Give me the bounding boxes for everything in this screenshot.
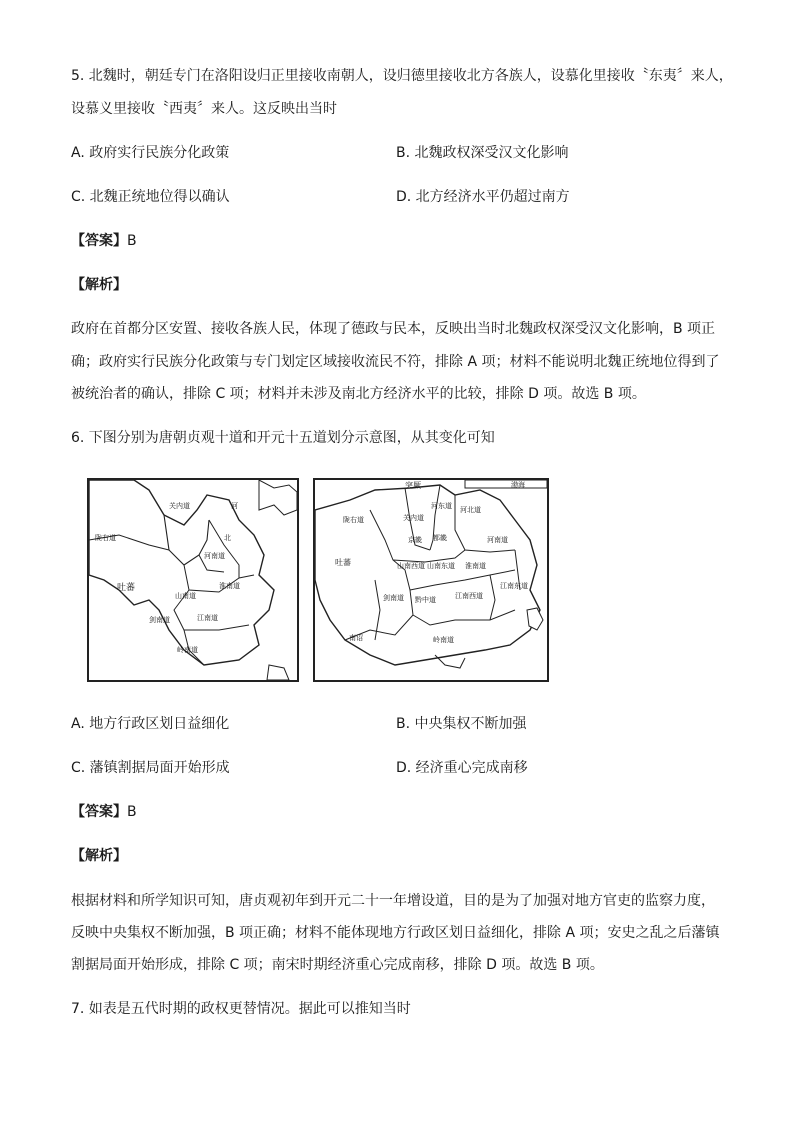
kaiyuan-label-shannandong: 山南东道 [427, 562, 455, 570]
q6-answer-value: B [127, 804, 137, 820]
kaiyuan-label-shannanxi: 山南西道 [397, 562, 425, 570]
kaiyuan-label-henan: 河南道 [487, 536, 508, 544]
q6-answer [71, 802, 137, 822]
zhenguan-label-shannan: 山南道 [175, 592, 196, 600]
kaiyuan-label-duji: 都畿 [433, 534, 447, 542]
kaiyuan-label-jiannan: 剑南道 [383, 594, 404, 602]
q6-option-d: D. 经济重心完成南移 [396, 760, 528, 776]
q5-stem-line1: 5. 北魏时，朝廷专门在洛阳设归正里接收南朝人，设归德里接收北方各族人，设慕化里接收〝东夷〞来人， [71, 68, 733, 84]
zhenguan-ten-circuits-map [87, 478, 299, 682]
kaiyuan-label-hedong: 河东道 [431, 502, 452, 510]
zhenguan-label-tufan: 吐蕃 [117, 583, 136, 593]
kaiyuan-label-jingji: 京畿 [408, 536, 422, 544]
q6-analysis-line3: 割据局面开始形成，排除 C 项；南宋时期经济重心完成南移，排除 D 项。故选 B 项。 [71, 957, 604, 973]
kaiyuan-label-lingnan: 岭南道 [433, 636, 454, 644]
kaiyuan-label-tufan: 吐蕃 [335, 558, 351, 567]
kaiyuan-label-longyou: 陇右道 [343, 516, 364, 524]
q5-stem-line2: 设慕义里接收〝西夷〞来人。这反映出当时 [71, 101, 337, 117]
zhenguan-label-jiannan: 剑南道 [149, 616, 170, 624]
kaiyuan-label-qianzhong: 黔中道 [415, 596, 436, 604]
q5-answer-value: B [127, 233, 137, 249]
kaiyuan-label-jiangnanxi: 江南西道 [455, 592, 483, 600]
q6-option-c: C. 藩镇割据局面开始形成 [71, 760, 230, 776]
kaiyuan-label-bohai: 渤海 [511, 481, 525, 489]
q5-option-b: B. 北魏政权深受汉文化影响 [396, 145, 569, 161]
q6-analysis-line2: 反映中央集权不断加强，B 项正确；材料不能体现地方行政区划日益细化，排除 A 项；安史之乱之后藩镇 [71, 925, 720, 941]
q7-stem: 7. 如表是五代时期的政权更替情况。据此可以推知当时 [71, 1001, 411, 1017]
kaiyuan-label-tujue: 突厥 [405, 481, 421, 490]
kaiyuan-label-nanzhao: 南诏 [349, 634, 363, 642]
q5-answer-label: 【答案】 [71, 233, 127, 249]
zhenguan-label-lingnan: 岭南道 [177, 646, 198, 654]
zhenguan-map-graphic [89, 480, 297, 680]
kaiyuan-map-graphic [315, 480, 547, 680]
kaiyuan-label-jiangnandong: 江南东道 [500, 582, 528, 590]
q5-analysis-line3: 被统治者的确认，排除 C 项；材料并未涉及南北方经济水平的比较，排除 D 项。故选 B 项。 [71, 386, 646, 402]
zhenguan-label-henan: 河南道 [204, 552, 225, 560]
zhenguan-label-bei: 北 [224, 534, 231, 542]
q5-option-a: A. 政府实行民族分化政策 [71, 145, 230, 161]
kaiyuan-label-hebei: 河北道 [460, 506, 481, 514]
q6-answer-label: 【答案】 [71, 804, 127, 820]
q6-stem: 6. 下图分别为唐朝贞观十道和开元十五道划分示意图，从其变化可知 [71, 430, 495, 446]
q5-analysis-label: 【解析】 [71, 277, 127, 293]
zhenguan-label-jiangnan: 江南道 [197, 614, 218, 622]
q5-analysis-line1: 政府在首都分区安置、接收各族人民，体现了德政与民本，反映出当时北魏政权深受汉文化影响，B 项正 [71, 321, 716, 337]
q6-option-a: A. 地方行政区划日益细化 [71, 716, 230, 732]
q5-answer [71, 231, 137, 251]
q5-option-c: C. 北魏正统地位得以确认 [71, 189, 230, 205]
zhenguan-label-longyou: 陇右道 [95, 534, 116, 542]
kaiyuan-label-huainan: 淮南道 [465, 562, 486, 570]
zhenguan-label-guannei: 关内道 [169, 502, 190, 510]
q5-analysis-line2: 确；政府实行民族分化政策与专门划定区域接收流民不符，排除 A 项；材料不能说明北魏正统地位得到了 [71, 354, 720, 370]
zhenguan-label-huainan: 淮南道 [219, 582, 240, 590]
kaiyuan-label-guannei: 关内道 [403, 514, 424, 522]
q6-analysis-line1: 根据材料和所学知识可知，唐贞观初年到开元二十一年增设道，目的是为了加强对地方官吏的监察力度， [71, 893, 715, 909]
kaiyuan-fifteen-circuits-map [313, 478, 549, 682]
q5-option-d: D. 北方经济水平仍超过南方 [396, 189, 570, 205]
q6-option-b: B. 中央集权不断加强 [396, 716, 527, 732]
q6-analysis-label: 【解析】 [71, 848, 127, 864]
zhenguan-label-he: 河 [231, 502, 238, 510]
